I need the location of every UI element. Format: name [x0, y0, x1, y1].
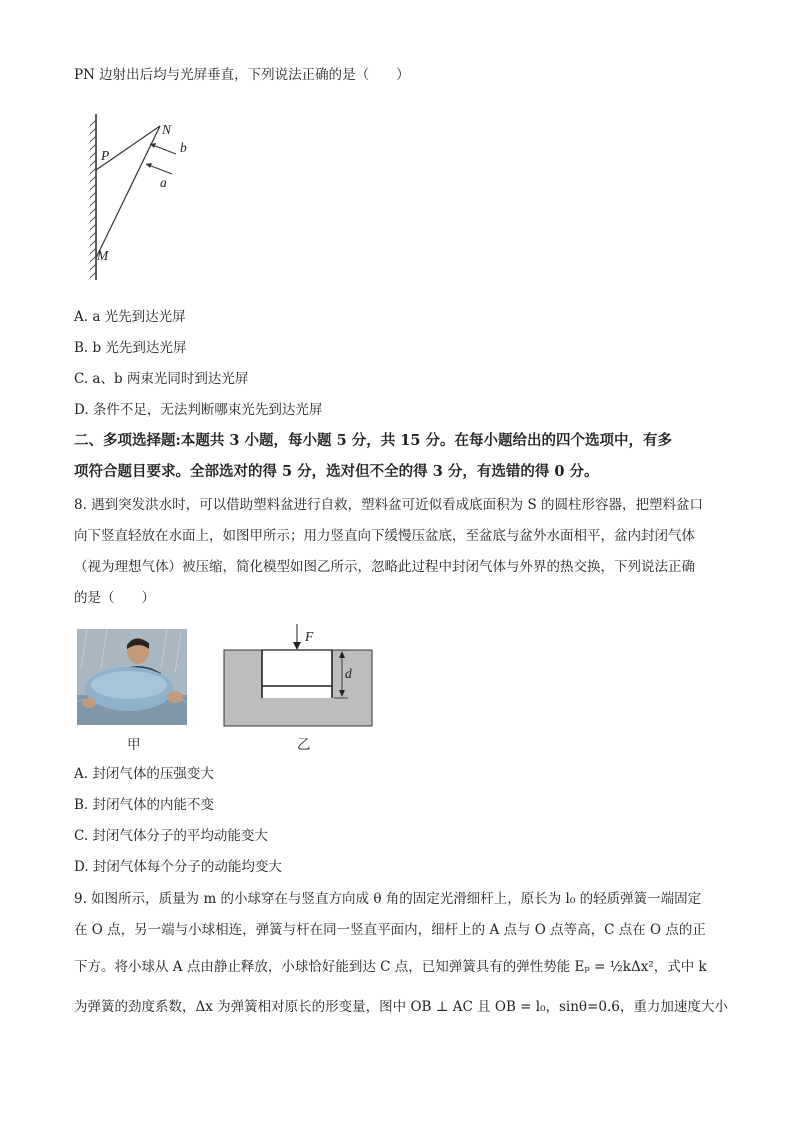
q9-stem-line2: 在 O 点，另一端与小球相连，弹簧与杆在同一竖直平面内，细杆上的 A 点与 O 点等高，C 点在 O 点的正: [74, 922, 706, 938]
q9-stem-line1: 9. 如图所示，质量为 m 的小球穿在与竖直方向成 θ 角的固定光滑细杆上，原长为 l₀ 的轻质弹簧一端固定: [74, 891, 702, 907]
q9-stem-line3: 下方。将小球从 A 点由静止释放，小球恰好能到达 C 点，已知弹簧具有的弹性势能 Eₚ = ½kΔx²，式中 k: [74, 959, 707, 975]
q7-option-d: D. 条件不足，无法判断哪束光先到达光屏: [74, 402, 323, 418]
q8-option-b: B. 封闭气体的内能不变: [74, 797, 215, 813]
q7-option-b: B. b 光先到达光屏: [74, 340, 187, 356]
section2-header-line2: 项符合题目要求。全部选对的得 5 分，选对但不全的得 3 分，有选错的得 0 分。: [74, 463, 599, 480]
label-a: a: [160, 175, 167, 190]
label-d: d: [345, 666, 352, 681]
label-b: b: [180, 140, 187, 155]
q9-stem-line4: 为弹簧的劲度系数，Δx 为弹簧相对原长的形变量，图中 OB ⊥ AC 且 OB = l₀，sinθ=0.6，重力加速度大小: [74, 999, 728, 1015]
fig-jia-caption: 甲: [127, 737, 141, 753]
label-P: P: [101, 148, 110, 163]
flood-photo: [77, 629, 187, 725]
section2-header-line1: 二、多项选择题:本题共 3 小题，每小题 5 分，共 15 分。在每小题给出的四个选项中，有多: [74, 432, 672, 449]
q8-option-a: A. 封闭气体的压强变大: [74, 766, 214, 782]
label-N: N: [162, 122, 172, 137]
q7-option-a: A. a 光先到达光屏: [74, 309, 186, 325]
q8-stem-line3: （视为理想气体）被压缩，简化模型如图乙所示，忽略此过程中封闭气体与外界的热交换，下列说法正确: [74, 559, 695, 575]
q8-stem-line1: 8. 遇到突发洪水时，可以借助塑料盆进行自救，塑料盆可近似看成底面积为 S 的圆柱形容器，把塑料盆口: [74, 497, 704, 513]
fig-yi-caption: 乙: [297, 737, 311, 753]
q7-stem-tail: PN 边射出后均与光屏垂直，下列说法正确的是（ ）: [74, 67, 410, 83]
q8-option-d: D. 封闭气体每个分子的动能均变大: [74, 859, 282, 875]
label-M: M: [97, 248, 109, 263]
label-F: F: [305, 629, 314, 644]
q8-stem-line2: 向下竖直轻放在水面上，如图甲所示；用力竖直向下缓慢压盆底，至盆底与盆外水面相平，盆内封闭气体: [74, 528, 695, 544]
q7-option-c: C. a、b 两束光同时到达光屏: [74, 371, 249, 387]
q8-stem-line4: 的是（ ）: [74, 590, 155, 606]
q8-option-c: C. 封闭气体分子的平均动能变大: [74, 828, 268, 844]
